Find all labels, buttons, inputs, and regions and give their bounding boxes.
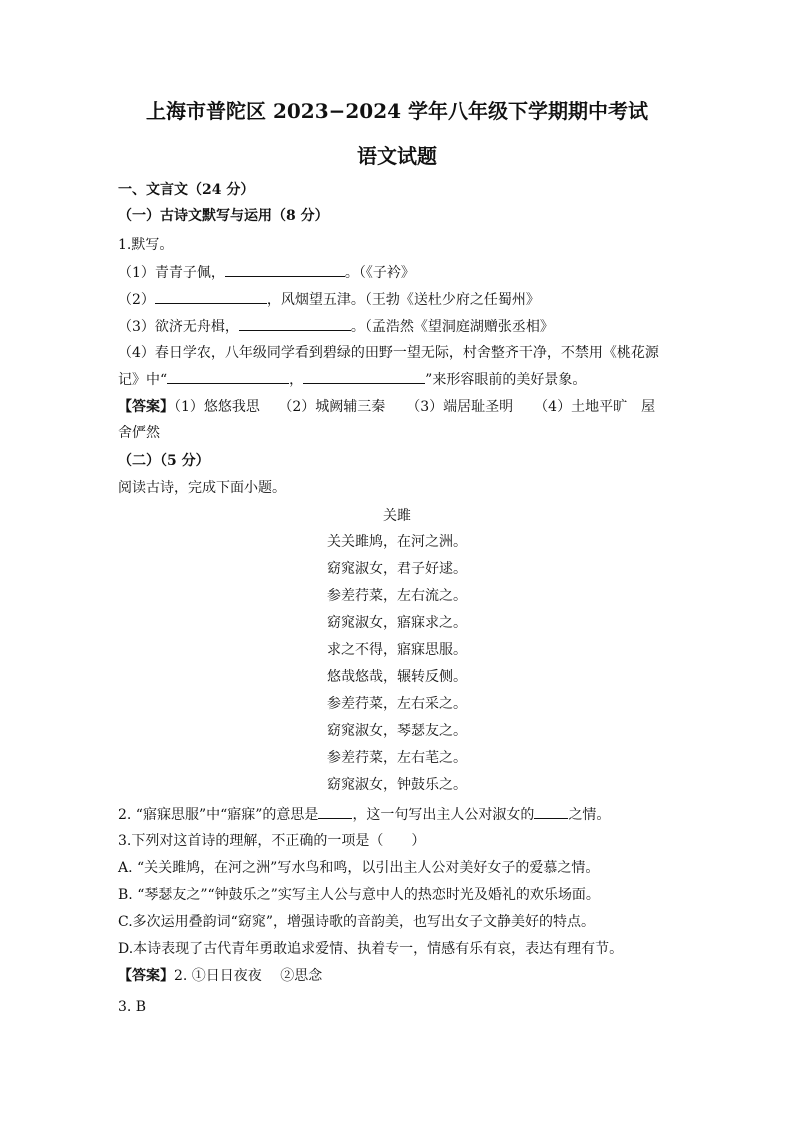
q2-post: 之情。 [568,807,611,823]
part1-heading: （一）古诗文默写与运用（8 分） [118,208,329,224]
exam-subtitle: 语文试题 [357,144,437,168]
option-d: D.本诗表现了古代青年勇敢追求爱情、执着专一，情感有乐有哀，表达有理有节。 [118,941,624,957]
q1-answer-text: （1）悠悠我思 （2）城阙辅三秦 （3）端居耻圣明 （4）土地平旷 屋 [174,399,656,415]
section1-heading: 一、文言文（24 分） [118,182,255,198]
poem-line: 窈窕淑女，琴瑟友之。 [327,723,467,739]
part2-intro: 阅读古诗，完成下面小题。 [118,480,286,496]
poem-line: 悠哉悠哉，辗转反侧。 [327,669,467,685]
option-c: C.多次运用叠韵词“窈窕”，增强诗歌的音韵美，也写出女子文静美好的特点。 [118,914,595,930]
answer-q2: 2. ①日日夜夜 ②思念 [174,968,323,984]
question-3: 3.下列对这首诗的理解，不正确的一项是（ ） [118,833,426,849]
poem-line: 窈窕淑女，君子好逑。 [327,561,467,577]
poem-line: 窈窕淑女，钟鼓乐之。 [327,777,467,793]
q1-4-mid: ， [289,372,304,388]
answer-blank [239,316,351,331]
answer-blank [534,804,568,819]
q1-4-pre: 记》中“ [118,372,168,388]
answer-blank [167,369,289,384]
q2-pre: 2. “寤寐思服”中“寤寐”的意思是 [118,807,319,823]
exam-title: 上海市普陀区 2023−2024 学年八年级下学期期中考试 [145,99,648,123]
q1-1-post: 。（《子衿》 [344,265,415,281]
q1-4-line2 [118,369,680,390]
poem-line: 参差荇菜，左右采之。 [327,696,467,712]
poem-line: 求之不得，寤寐思服。 [327,642,467,658]
q1-2-post: ，风烟望五津。（王勃《送杜少府之任蜀州》 [266,292,540,308]
q1-2 [118,289,680,310]
answer-blank [303,369,425,384]
answer-q3: 3. B [118,999,147,1015]
poem-line: 参差荇菜，左右流之。 [327,588,467,604]
question-2 [118,804,680,825]
q1-label: 1.默写。 [118,237,174,253]
poem-title: 关雎 [383,508,411,524]
q1-4-line1: （4）春日学农，八年级同学看到碧绿的田野一望无际，村舍整齐干净，不禁用《桃花源 [118,345,659,361]
q1-3-post: 。（孟浩然《望洞庭湖赠张丞相》 [350,319,554,335]
q1-1 [118,262,680,283]
option-b: B. “琴瑟友之”“钟鼓乐之”实写主人公与意中人的热恋时光及婚礼的欢乐场面。 [118,887,600,903]
q1-1-pre: （1）青青子佩， [118,265,225,281]
answer-blank [155,289,267,304]
option-a: A. “关关雎鸠，在河之洲”写水鸟和鸣，以引出主人公对美好女子的爱慕之情。 [118,860,600,876]
q2-mid: ，这一句写出主人公对淑女的 [352,807,535,823]
q1-4-post: ”来形容眼前的美好景象。 [425,372,587,388]
q1-3-pre: （3）欲济无舟楫， [118,319,239,335]
q1-2-pre: （2） [118,292,155,308]
answer-blank [225,262,345,277]
poem-line: 参差荇菜，左右芼之。 [327,750,467,766]
answer-label: 【答案】 [118,399,174,415]
part2-heading: （二）（5 分） [118,453,210,469]
answer-blank [318,804,352,819]
q1-answer-line2: 舍俨然 [118,425,160,441]
poem-line: 窈窕淑女，寤寐求之。 [327,615,467,631]
part2-answer [118,966,680,986]
poem-line: 关关雎鸠，在河之洲。 [327,534,467,550]
q1-3 [118,316,680,337]
answer-label: 【答案】 [118,968,174,984]
q1-answer-line1 [118,397,680,417]
